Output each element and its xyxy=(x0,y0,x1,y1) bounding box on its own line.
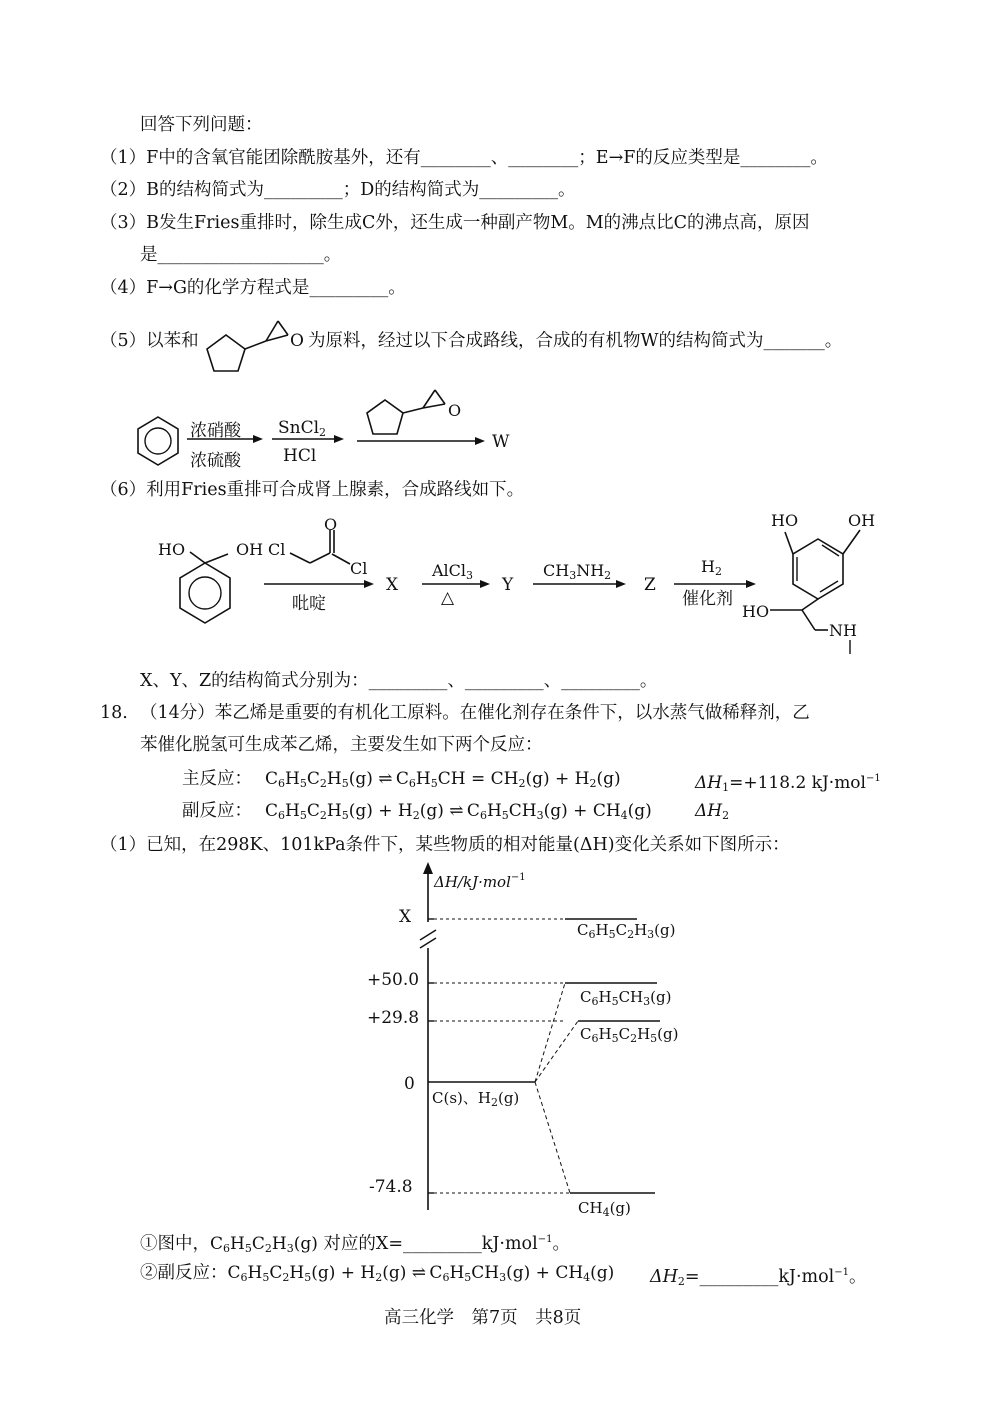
q2-blank-2[interactable]: _________ xyxy=(479,180,559,200)
route6-reagent-2-above: AlCl$_3$ xyxy=(432,561,474,582)
q4-number: （4） xyxy=(100,278,147,298)
diagram-level-29-8: +29.8 xyxy=(367,1008,420,1028)
q6-sep-1: 、 xyxy=(447,671,465,691)
route6-reagent-4-below: 催化剂 xyxy=(682,589,733,609)
route5-reagent-2-above: SnCl$_2$ xyxy=(278,418,327,439)
route5-arrow-1 xyxy=(185,432,265,446)
q6-answer-text: X、Y、Z的结构简式分别为： xyxy=(140,671,369,691)
q1-text: F中的含氧官能团除酰胺基外，还有 xyxy=(146,148,421,168)
q6-blank-y[interactable]: _________ xyxy=(464,671,544,691)
diagram-y-axis-label: ΔH/kJ·mol$^{-1}$ xyxy=(434,872,526,891)
q1-blank-2[interactable]: ________ xyxy=(508,148,579,168)
route6-reagent-3-above: $CH_3NH_2$ xyxy=(543,561,612,582)
q6-text: 利用Fries重排可合成肾上腺素，合成路线如下。 xyxy=(146,480,525,500)
q1-text-2: ；E→F的反应类型是 xyxy=(578,148,741,168)
sub2-blank[interactable]: _________ xyxy=(699,1267,779,1287)
route5-reagent-1-below: 浓硫酸 xyxy=(190,451,241,471)
chloroacetyl-cl2-label: Cl xyxy=(350,559,368,578)
q5-text: 以苯和 xyxy=(146,331,199,351)
compound-z: Z xyxy=(644,575,656,595)
sub1-text: ①图中， xyxy=(140,1234,210,1254)
q1-number: （1） xyxy=(100,148,147,168)
catechol-oh-label: OH xyxy=(236,540,264,559)
question-3 xyxy=(100,211,810,235)
q1-end: 。 xyxy=(810,148,828,168)
route5-reagent-1-above: 浓硝酸 xyxy=(190,421,241,441)
q2-number: （2） xyxy=(100,180,147,200)
q3-blank-1[interactable]: ___________________ xyxy=(157,245,324,265)
question-1 xyxy=(100,146,828,170)
sub-question-2: ②副反应：$C_6H_5C_2H_5(g) + H_2(g)$ ⇌ $C_6H_5CH_3(g) + CH_4(g)$ xyxy=(140,1263,615,1284)
sub-question-2-answer: $\Delta H_2=\_\_\_\_\_\_\_\_\_kJ\cdot mol^{-1}$。 xyxy=(650,1267,867,1288)
species-methane: $CH_4(g)$ xyxy=(578,1199,631,1219)
main-reaction-enthalpy: $\Delta H_1=+118.2$ kJ·mol$^{-1}$ xyxy=(695,773,881,794)
q5-start xyxy=(100,329,199,353)
diagram-level-50: +50.0 xyxy=(367,970,420,990)
sub2-unit: kJ·mol xyxy=(778,1267,835,1287)
route5-arrow-2 xyxy=(270,432,350,446)
q1-blank-3[interactable]: ________ xyxy=(740,148,811,168)
question-18-text: （14分）苯乙烯是重要的有机化工原料。在催化剂存在条件下，以水蒸气做稀释剂，乙 xyxy=(140,703,810,723)
diagram-level-x: X xyxy=(399,907,412,927)
sub2-text: ②副反应： xyxy=(140,1263,228,1283)
question-2 xyxy=(100,178,576,202)
q2-end: 。 xyxy=(558,180,576,200)
route6-reagent-2-below: △ xyxy=(441,588,455,608)
q3-end: 。 xyxy=(323,245,342,265)
route5-epoxide-oxygen: O xyxy=(448,401,462,420)
q1-separator: 、 xyxy=(490,148,509,168)
chloroacetyl-cl-label: Cl xyxy=(268,540,286,559)
sub-question-1: ①图中，$C_6H_5C_2H_3(g)$ 对应的X=_________kJ·mol$^{-1}$。 xyxy=(140,1234,570,1255)
side-reaction-equation: $C_6H_5C_2H_5(g) + H_2(g)$ ⇌ $C_6H_5CH_3(g) + CH_4(g)$ xyxy=(265,801,652,822)
benzene-structure xyxy=(133,413,183,469)
product-nh-label: NH xyxy=(829,621,857,640)
q3-text: B发生Fries重排时，除生成C外，还生成一种副产物M。M的沸点比C的沸点高，原因 xyxy=(146,213,810,233)
catechol-ho-label: HO xyxy=(158,540,186,559)
q3-text-2: 是 xyxy=(140,245,158,265)
sub1-blank[interactable]: _________ xyxy=(403,1234,482,1254)
side-reaction-label: 副反应： xyxy=(182,801,252,821)
q1-blank-1[interactable]: ________ xyxy=(420,148,491,168)
question-4 xyxy=(100,276,406,300)
q6-end: 。 xyxy=(639,671,658,691)
q5-text-2: 为原料，经过以下合成路线，合成的有机物W的结构简式为 xyxy=(308,331,764,351)
side-reaction-enthalpy: $\Delta H_2$ xyxy=(695,801,730,822)
q2-blank-1[interactable]: _________ xyxy=(264,180,343,200)
species-toluene: $C_6H_5CH_3(g)$ xyxy=(580,988,672,1008)
q4-blank-1[interactable]: _________ xyxy=(309,278,389,298)
q5-end: 。 xyxy=(824,331,843,351)
species-ethylbenzene: $C_6H_5C_2H_5(g)$ xyxy=(580,1025,679,1045)
q5-cont xyxy=(308,329,842,353)
main-reaction-equation: $C_6H_5C_2H_5(g)$ ⇌ $C_6H_5CH = CH_2(g) + H_2(g)$ xyxy=(265,769,621,790)
q6-blank-z[interactable]: _________ xyxy=(561,671,640,691)
species-styrene: $C_6H_5C_2H_3(g)$ xyxy=(577,921,676,941)
diagram-level-0: 0 xyxy=(404,1074,415,1094)
q6-answer-line xyxy=(140,669,657,693)
q3-number: （3） xyxy=(100,213,147,233)
route5-reagent-2-below: HCl xyxy=(283,446,317,466)
epoxide-oxygen: O xyxy=(290,331,304,351)
diagram-level-neg-74-8: -74.8 xyxy=(369,1177,413,1197)
product-oh-label: OH xyxy=(848,511,876,530)
product-ho-label: HO xyxy=(771,511,799,530)
route6-reagent-4-above: $H_2$ xyxy=(701,557,722,578)
route5-epoxide-structure xyxy=(355,384,490,448)
compound-x: X xyxy=(386,575,399,595)
question-18 xyxy=(100,701,128,725)
question-3-cont xyxy=(140,243,341,267)
q18-number: 18. xyxy=(100,703,128,723)
question-18-1 xyxy=(100,833,790,857)
sub1-end: 。 xyxy=(552,1234,570,1254)
product-ho2-label: HO xyxy=(742,602,770,621)
q18-1-text: 已知，在298K、101kPa条件下，某些物质的相对能量(ΔH)变化关系如下图所示： xyxy=(146,835,790,855)
main-reaction-label: 主反应： xyxy=(182,769,252,789)
sub1-unit: kJ·mol xyxy=(481,1234,538,1254)
q2-text: B的结构简式为 xyxy=(146,180,265,200)
q6-blank-x[interactable]: _________ xyxy=(368,671,448,691)
species-elements: C(s)、$H_2(g)$ xyxy=(432,1089,520,1109)
q2-text-2: ；D的结构简式为 xyxy=(342,180,480,200)
q4-text: F→G的化学方程式是 xyxy=(146,278,310,298)
route6-reagent-1-below: 吡啶 xyxy=(292,594,326,614)
sub2-end: 。 xyxy=(849,1267,867,1287)
chloroacetyl-o-label: O xyxy=(324,515,338,534)
page-footer: 高三化学 第7页 共8页 xyxy=(384,1308,582,1328)
q4-end: 。 xyxy=(388,278,406,298)
q5-number: （5） xyxy=(100,331,147,351)
q5-blank-1[interactable]: _______ xyxy=(763,331,825,351)
q18-1-number: （1） xyxy=(100,835,147,855)
sub1-text-2: 对应的X= xyxy=(317,1234,404,1254)
question-6 xyxy=(100,478,524,502)
intro-text: 回答下列问题： xyxy=(140,115,263,135)
question-18-text-2: 苯催化脱氢可生成苯乙烯，主要发生如下两个反应： xyxy=(140,735,543,755)
q6-number: （6） xyxy=(100,480,147,500)
q6-sep-2: 、 xyxy=(543,671,562,691)
compound-y: Y xyxy=(502,575,514,595)
route5-product-w: W xyxy=(492,432,510,452)
